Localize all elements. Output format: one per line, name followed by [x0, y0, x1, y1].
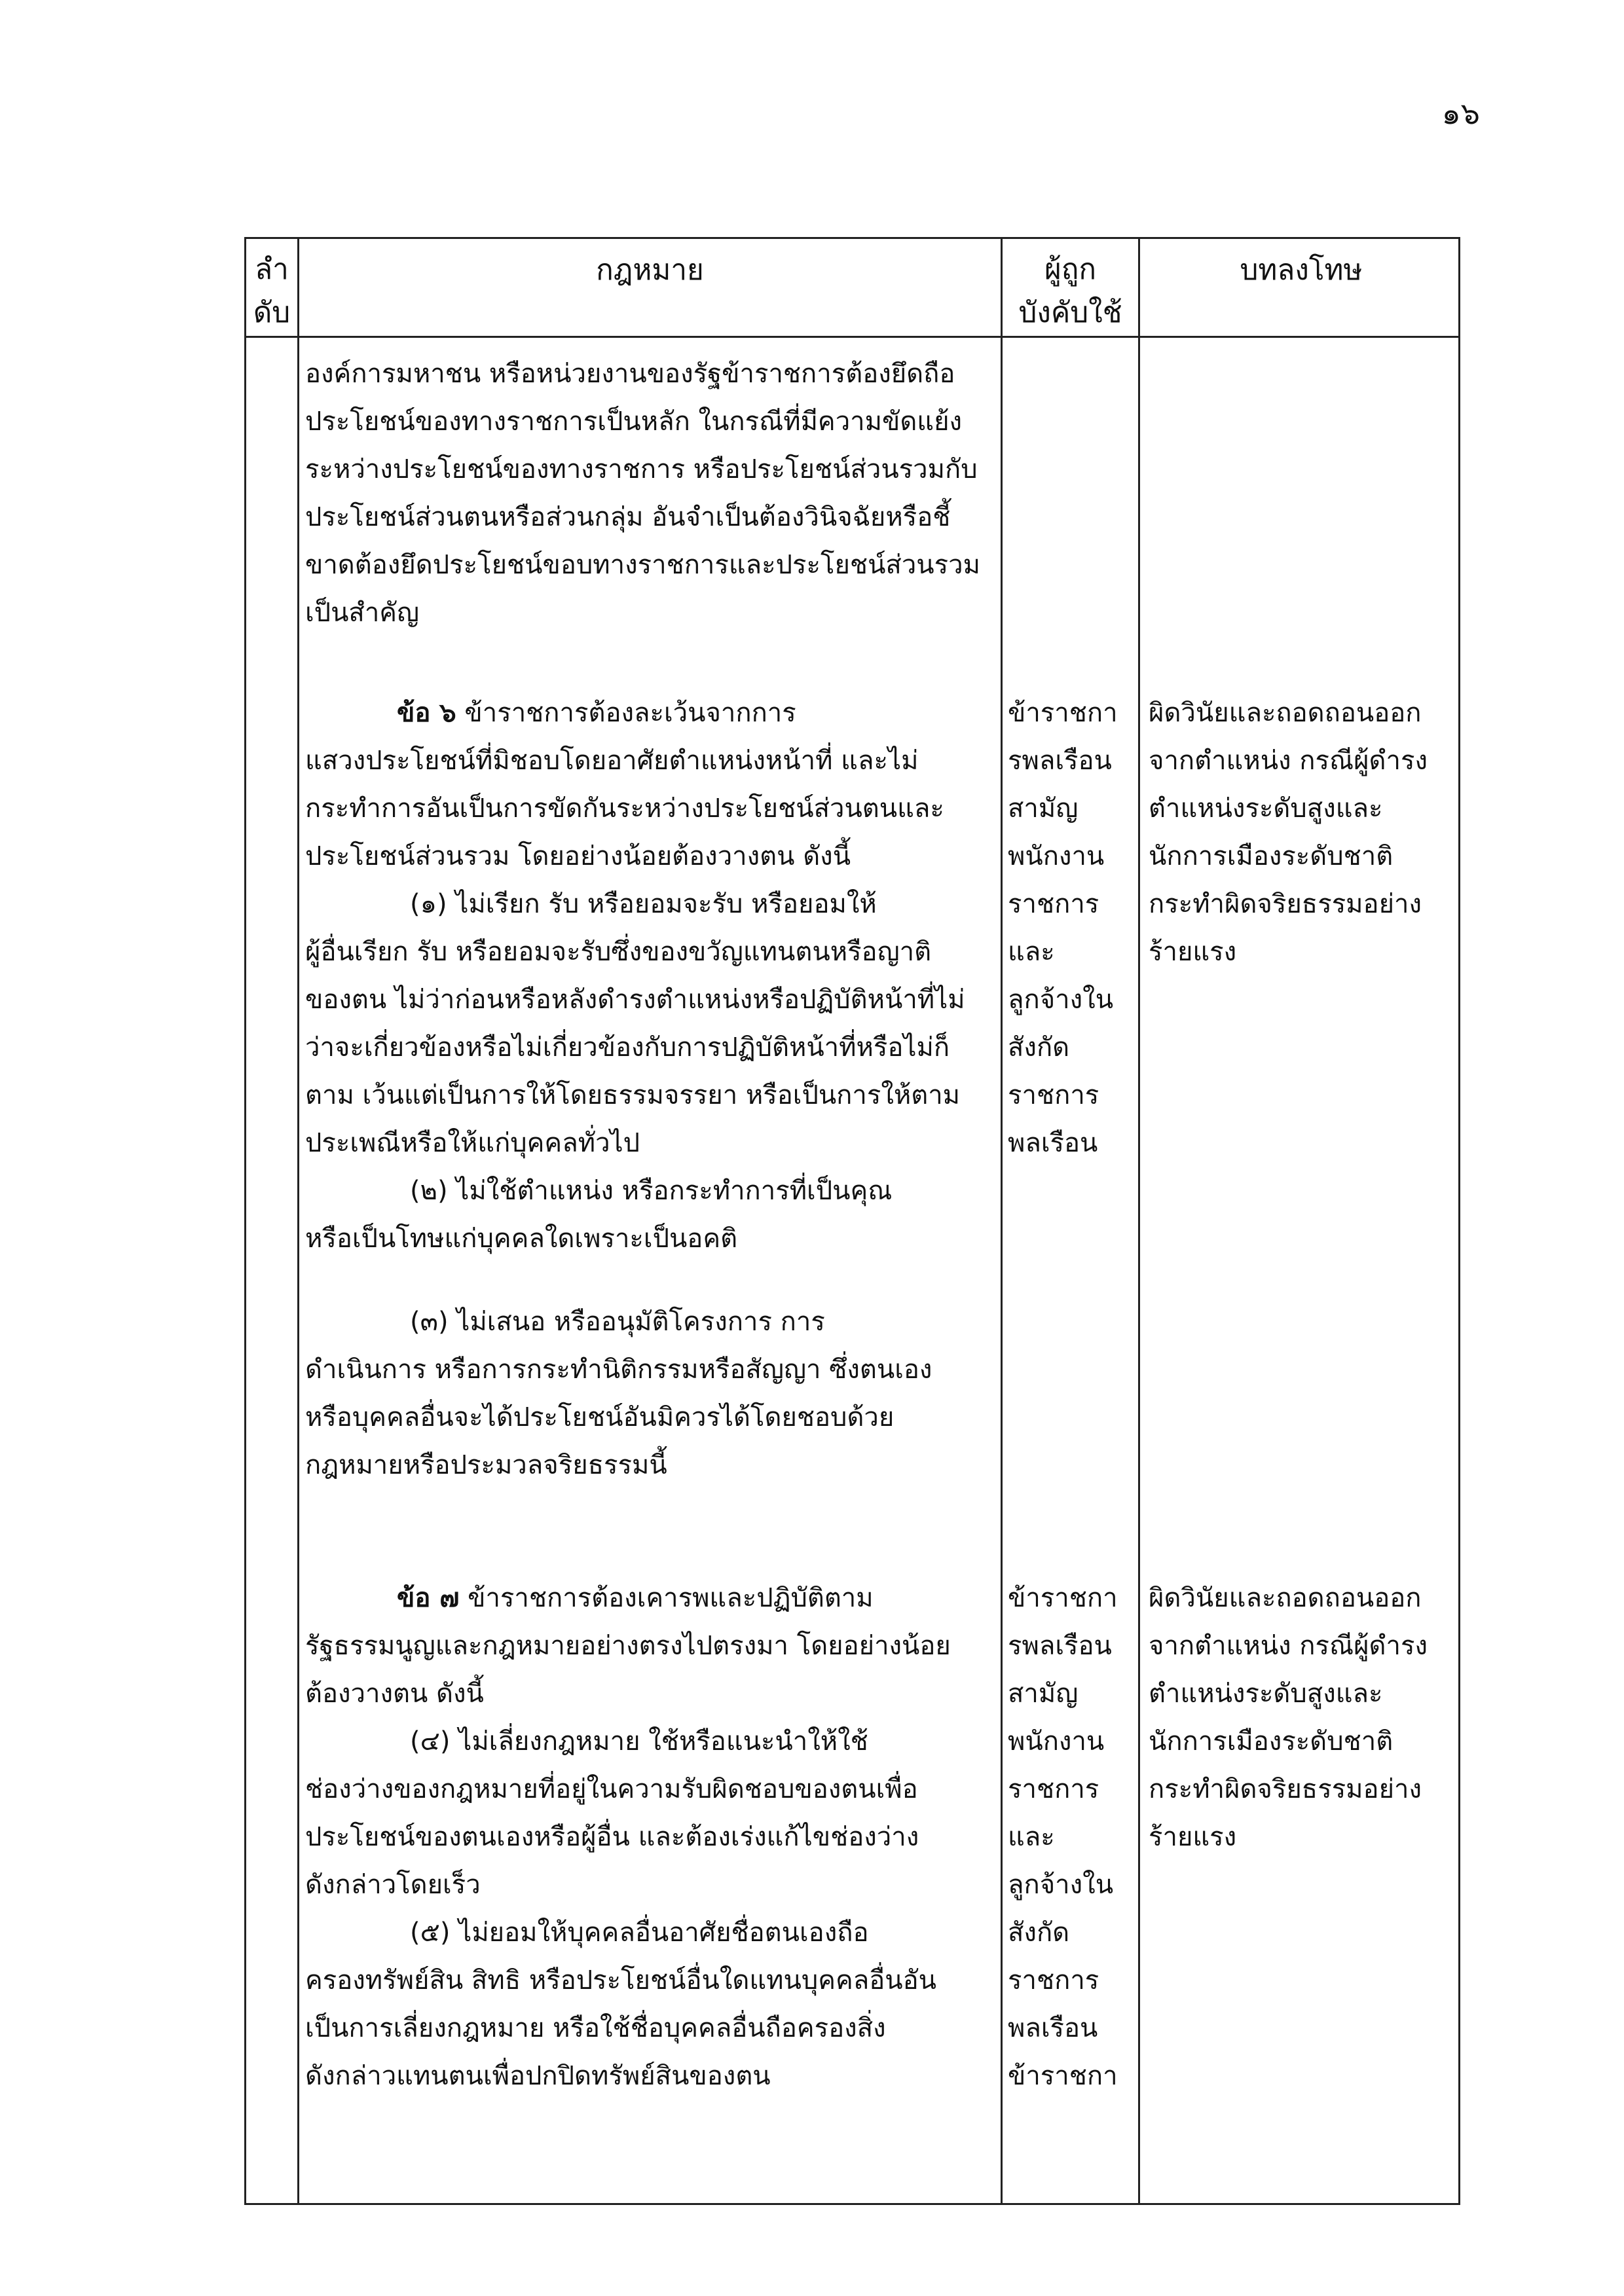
header-subject: ผู้ถูก บังคับใช้: [1018, 253, 1122, 329]
section-6-item-3: (๓) ไม่เสนอ หรืออนุมัติโครงการ การ ดำเนินการ หรือการกระทำนิติกรรมหรือสัญญา ซึ่งตนเอง หรือบุคคลอื่นจะได้ประโยชน์อันมิควรได้โดยชอบด้วย กฎหมายหรือประมวลจริยธรรมนี้: [305, 1307, 932, 1480]
column-divider: [1001, 239, 1003, 2203]
page-number: ๑๖: [1441, 96, 1480, 131]
header-penalty: บทลงโทษ: [1240, 253, 1363, 287]
header-divider: [246, 336, 1458, 338]
header-order: ลำ ดับ: [253, 253, 291, 329]
section-7-title: ข้อ ๗: [397, 1583, 460, 1613]
law-table: [244, 237, 1460, 2205]
section-6-subject: ข้าราชกา รพลเรือน สามัญ พนักงาน ราชการ และ ลูกจ้างใน สังกัด ราชการ พลเรือน: [1008, 698, 1118, 1158]
column-divider: [1138, 239, 1140, 2203]
section-7-text: ข้อ ๗ ข้าราชการต้องเคารพและปฏิบัติตาม รัฐธรรมนูญและกฎหมายอย่างตรงไปตรงมา โดยอย่างน้อย ต้องวางตน ดังนี้ (๔) ไม่เลี่ยงกฎหมาย ใช้หรือแนะนำให้ใช้ ช่องว่างของกฎหมายที่อยู่ในความรับผิดชอบของตนเพื่อ ประโยชน์ของตนเองหรือผู้อื่น และต้องเร่งแก้ไขช่องว่าง ดังกล่าวโดยเร็ว (๕) ไม่ยอมให้บุคคลอื่นอาศัยชื่อตนเองถือ ครองทรัพย์สิน สิทธิ หรือประโยชน์อื่นใดแทนบุคคลอื่นอัน เป็นการเลี่ยงกฎหมาย หรือใช้ชื่อบุคคลอื่นถือครองสิ่ง ดังกล่าวแทนตนเพื่อปกปิดทรัพย์สินของตน: [305, 1583, 951, 2091]
section-6-title: ข้อ ๖: [397, 698, 456, 728]
continuation-text: องค์การมหาชน หรือหน่วยงานของรัฐข้าราชการต้องยึดถือ ประโยชน์ของทางราชการเป็นหลัก ในกรณีที่มีความขัดแย้ง ระหว่างประโยชน์ของทางราชการ หรือประโยชน์ส่วนรวมกับ ประโยชน์ส่วนตนหรือส่วนกลุ่ม อันจำเป็นต้องวินิจฉัยหรือชี้ ขาดต้องยึดประโยชน์ขอบทางราชการและประโยชน์ส่วนรวม เป็นสำคัญ: [305, 359, 980, 628]
section-7-penalty: ผิดวินัยและถอดถอนออก จากตำแหน่ง กรณีผู้ดำรง ตำแหน่งระดับสูงและ นักการเมืองระดับชาติ กระทำผิดจริยธรรมอย่าง ร้ายแรง: [1149, 1583, 1428, 1852]
section-7-subject: ข้าราชกา รพลเรือน สามัญ พนักงาน ราชการ และ ลูกจ้างใน สังกัด ราชการ พลเรือน ข้าราชกา: [1008, 1583, 1118, 2091]
column-divider: [297, 239, 299, 2203]
section-6-text: ข้อ ๖ ข้าราชการต้องละเว้นจากการ แสวงประโยชน์ที่มิชอบโดยอาศัยตำแหน่งหน้าที่ และไม่ กระทำการอันเป็นการขัดกันระหว่างประโยชน์ส่วนตนและ ประโยชน์ส่วนรวม โดยอย่างน้อยต้องวางตน ดังนี้ (๑) ไม่เรียก รับ หรือยอมจะรับ หรือยอมให้ ผู้อื่นเรียก รับ หรือยอมจะรับซึ่งของขวัญแทนตนหรือญาติ ของตน ไม่ว่าก่อนหรือหลังดำรงตำแหน่งหรือปฏิบัติหน้าที่ไม่ ว่าจะเกี่ยวข้องหรือไม่เกี่ยวข้องกับการปฏิบัติหน้าที่หรือไม่ก็ ตาม เว้นแต่เป็นการให้โดยธรรมจรรยา หรือเป็นการให้ตาม ประเพณีหรือให้แก่บุคคลทั่วไป (๒) ไม่ใช้ตำแหน่ง หรือกระทำการที่เป็นคุณ หรือเป็นโทษแก่บุคคลใดเพราะเป็นอคติ: [305, 698, 965, 1254]
section-6-penalty: ผิดวินัยและถอดถอนออก จากตำแหน่ง กรณีผู้ดำรง ตำแหน่งระดับสูงและ นักการเมืองระดับชาติ กระทำผิดจริยธรรมอย่าง ร้ายแรง: [1149, 698, 1428, 967]
header-law: กฎหมาย: [596, 253, 704, 287]
